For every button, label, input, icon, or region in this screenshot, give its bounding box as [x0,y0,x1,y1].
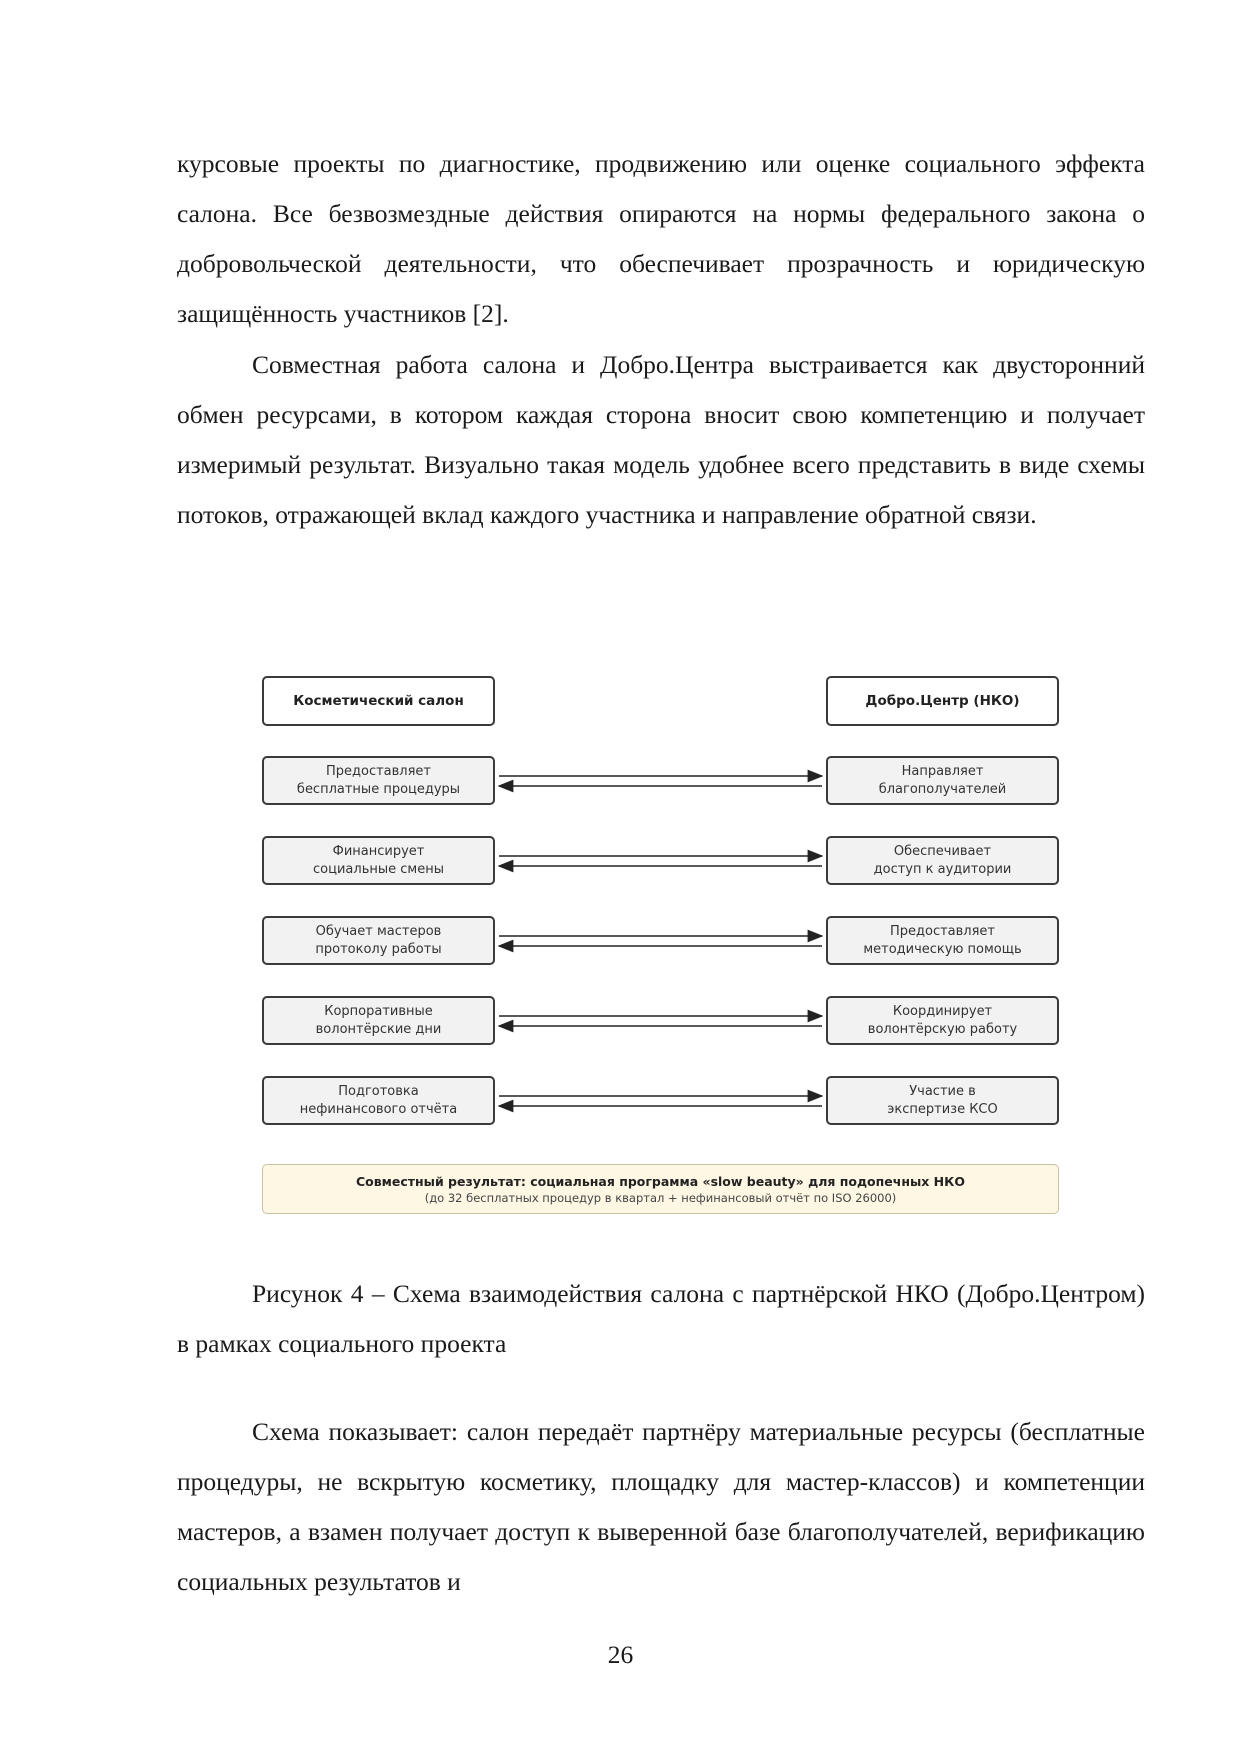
nko-action-box: Направляет благополучателей [826,756,1059,805]
nko-action-box: Обеспечивает доступ к аудитории [826,836,1059,885]
nko-action-box: Участие в экспертизе КСО [826,1076,1059,1125]
paragraph-joint-work: Совместная работа салона и Добро.Центра выстраивается как двусторонний обмен ресурсами, в котором каждая сторона вносит свою компетенцию и получает измеримый результат. Визуально такая модель удобнее всего представить в виде схемы потоков, отражающей вклад каждого участника и направление обратной связи. [177,350,1145,529]
joint-result-box [262,1164,1059,1214]
salon-action-box: Финансирует социальные смены [262,836,495,885]
paragraph-continuation: курсовые проекты по диагностике, продвижению или оценке социального эффекта салона. Все безвозмездные действия опираются на нормы федерального закона о добровольческой деятельности, что обеспечивает прозрачность и юридическую защищённость участников [2]. [177,149,1145,328]
interaction-diagram [262,676,1062,1216]
joint-result-title: Совместный результат: социальная программа «slow beauty» для подопечных НКО [355,1174,965,1189]
salon-action-box: Корпоративные волонтёрские дни [262,996,495,1045]
nko-action-box: Координирует волонтёрскую работу [826,996,1059,1045]
joint-result-subtitle: (до 32 бесплатных процедур в квартал + нефинансовый отчёт по ISO 26000) [424,1191,897,1205]
paragraph-schema-explanation: Схема показывает: салон передаёт партнёру материальные ресурсы (бесплатные процедуры, не вскрытую косметику, площадку для мастер-классов) и компетенции мастеров, а взамен получает доступ к выверенной базе благополучателей, верификацию социальных результатов и [177,1417,1145,1596]
nko-action-box: Предоставляет методическую помощь [826,916,1059,965]
page-number: 26 [607,1640,634,1669]
salon-action-box: Обучает мастеров протоколу работы [262,916,495,965]
figure-caption: Рисунок 4 – Схема взаимодействия салона с партнёрской НКО (Добро.Центром) в рамках социального проекта [177,1279,1145,1358]
salon-action-box: Предоставляет бесплатные процедуры [262,756,495,805]
salon-action-box: Подготовка нефинансового отчёта [262,1076,495,1125]
salon-header-box: Косметический салон [262,676,495,726]
nko-header-box: Добро.Центр (НКО) [826,676,1059,726]
